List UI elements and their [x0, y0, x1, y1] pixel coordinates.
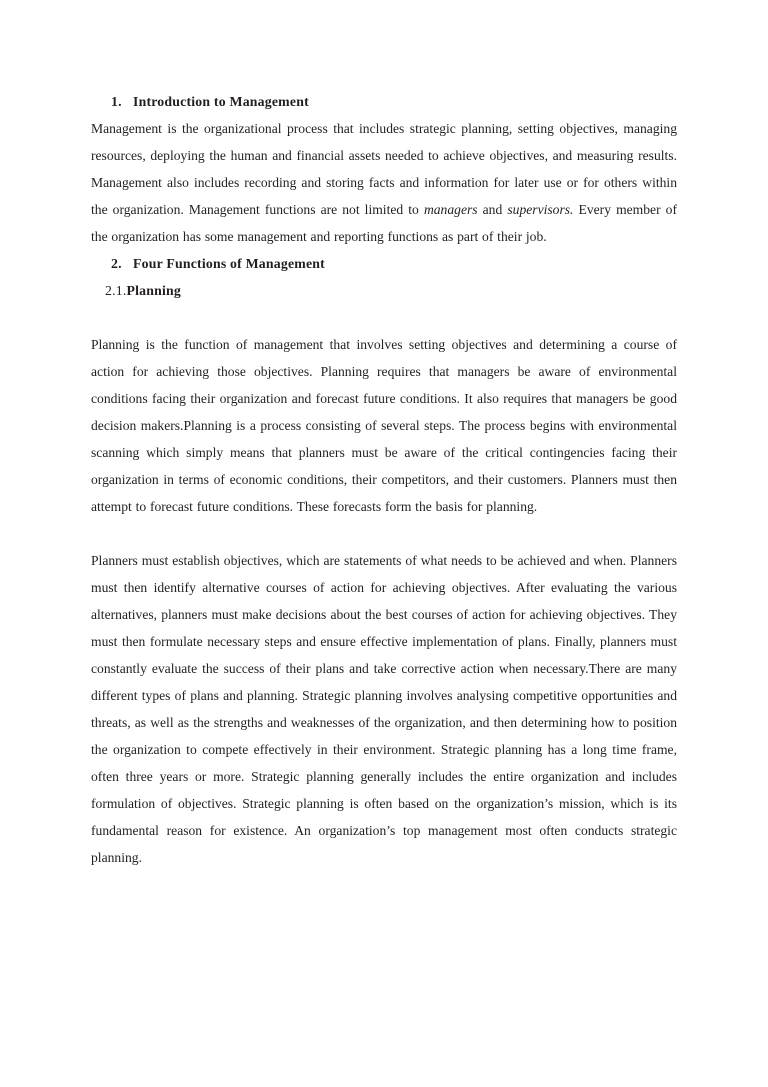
paragraph-planning-definition: Planning is the function of management that involves setting objectives and determining a course of action for achieving those objectives. Planning requires that managers be aware of environmental conditions facing their organization and forecast future conditions. It also requires that managers be good decision makers.Planning is a process consisting of several steps. The process begins with environmental scanning which simply means that planners must be aware of the critical contingencies facing their organization in terms of economic conditions, their competitors, and their customers. Planners must then attempt to forecast future conditions. These forecasts form the basis for planning.: [91, 337, 677, 514]
emphasis-managers: managers: [423, 202, 478, 217]
subheading-title: Planning: [126, 283, 182, 298]
heading-introduction-to-management: [91, 88, 677, 115]
heading-number: 1.: [111, 94, 122, 109]
heading-title: Introduction to Management: [133, 94, 309, 109]
heading-title: Four Functions of Management: [133, 256, 325, 271]
paragraph-text-segment: and: [477, 202, 508, 217]
heading-planning: [91, 277, 677, 304]
heading-four-functions-of-management: [91, 250, 677, 277]
paragraph-introduction: [91, 115, 677, 250]
paragraph-text-segment: Every member of the organization has some management and reporting functions as part of their job.: [91, 202, 678, 244]
document-body: [91, 88, 677, 871]
paragraph-text-segment: Management is the organizational process that includes strategic planning, setting objectives, managing resources, deploying the human and financial assets needed to achieve objectives, and measuring results. Management also includes recording and storing facts and information for later use or for others within the organization. Management functions are not limited to: [91, 121, 677, 217]
heading-number: 2.: [111, 256, 122, 271]
subheading-number: 2.1.: [105, 283, 127, 298]
paragraph-planning-objectives: Planners must establish objectives, which are statements of what needs to be achieved and when. Planners must then identify alternative courses of action for achieving objectives. After evaluating the various alternatives, planners must make decisions about the best courses of action for achieving objectives. They must then formulate necessary steps and ensure effective implementation of plans. Finally, planners must constantly evaluate the success of their plans and take corrective action when necessary.There are many different types of plans and planning. Strategic planning involves analysing competitive opportunities and threats, as well as the strengths and weaknesses of the organization, and then determining how to position the organization to compete effectively in their environment. Strategic planning has a long time frame, often three years or more. Strategic planning generally includes the entire organization and includes formulation of objectives. Strategic planning is often based on the organization’s mission, which is its fundamental reason for existence. An organization’s top management most often conducts strategic planning.: [91, 553, 677, 865]
emphasis-supervisors: supervisors.: [507, 202, 574, 217]
